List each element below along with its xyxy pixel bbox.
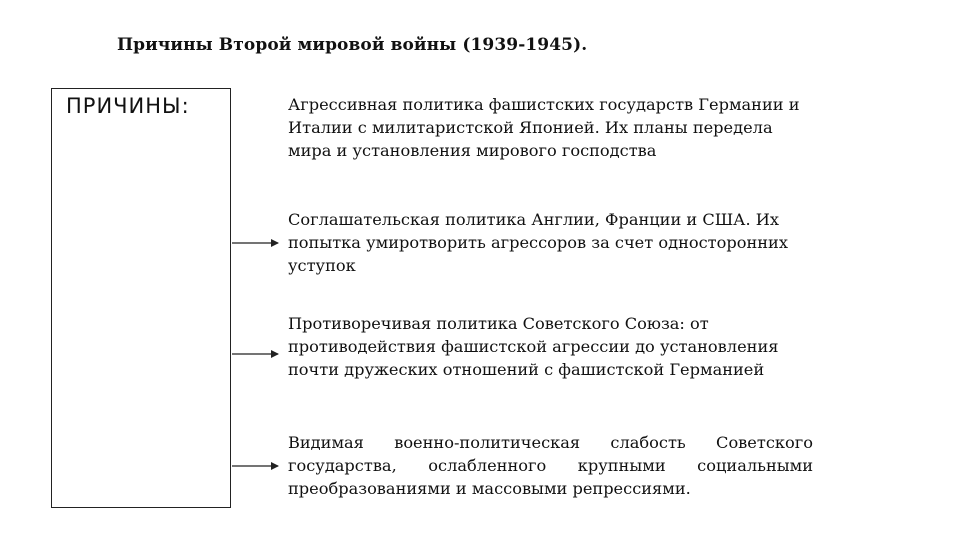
causes-box — [51, 88, 231, 508]
cause-item-soviet-policy: Противоречивая политика Советского Союза: от противодействия фашистской агрессии до установления почти дружеских отношений с фашистской Германией — [288, 314, 779, 379]
cause-item-aggressive-policy: Агрессивная политика фашистских государств Германии и Италии с милитаристской Японией. Их планы передела мира и установления мирового господства — [288, 95, 800, 160]
causes-header: ПРИЧИНЫ: — [66, 94, 190, 118]
cause-item-appeasement-policy: Соглашательская политика Англии, Франции и США. Их попытка умиротворить агрессоров за счет односторонних уступок — [288, 210, 788, 275]
slide-title: Причины Второй мировой войны (1939-1945). — [117, 35, 588, 55]
cause-item-soviet-weakness: Видимая военно-политическая слабость Советского государства, ослабленного крупными социальными преобразованиями и массовыми репрессиями. — [288, 433, 813, 498]
